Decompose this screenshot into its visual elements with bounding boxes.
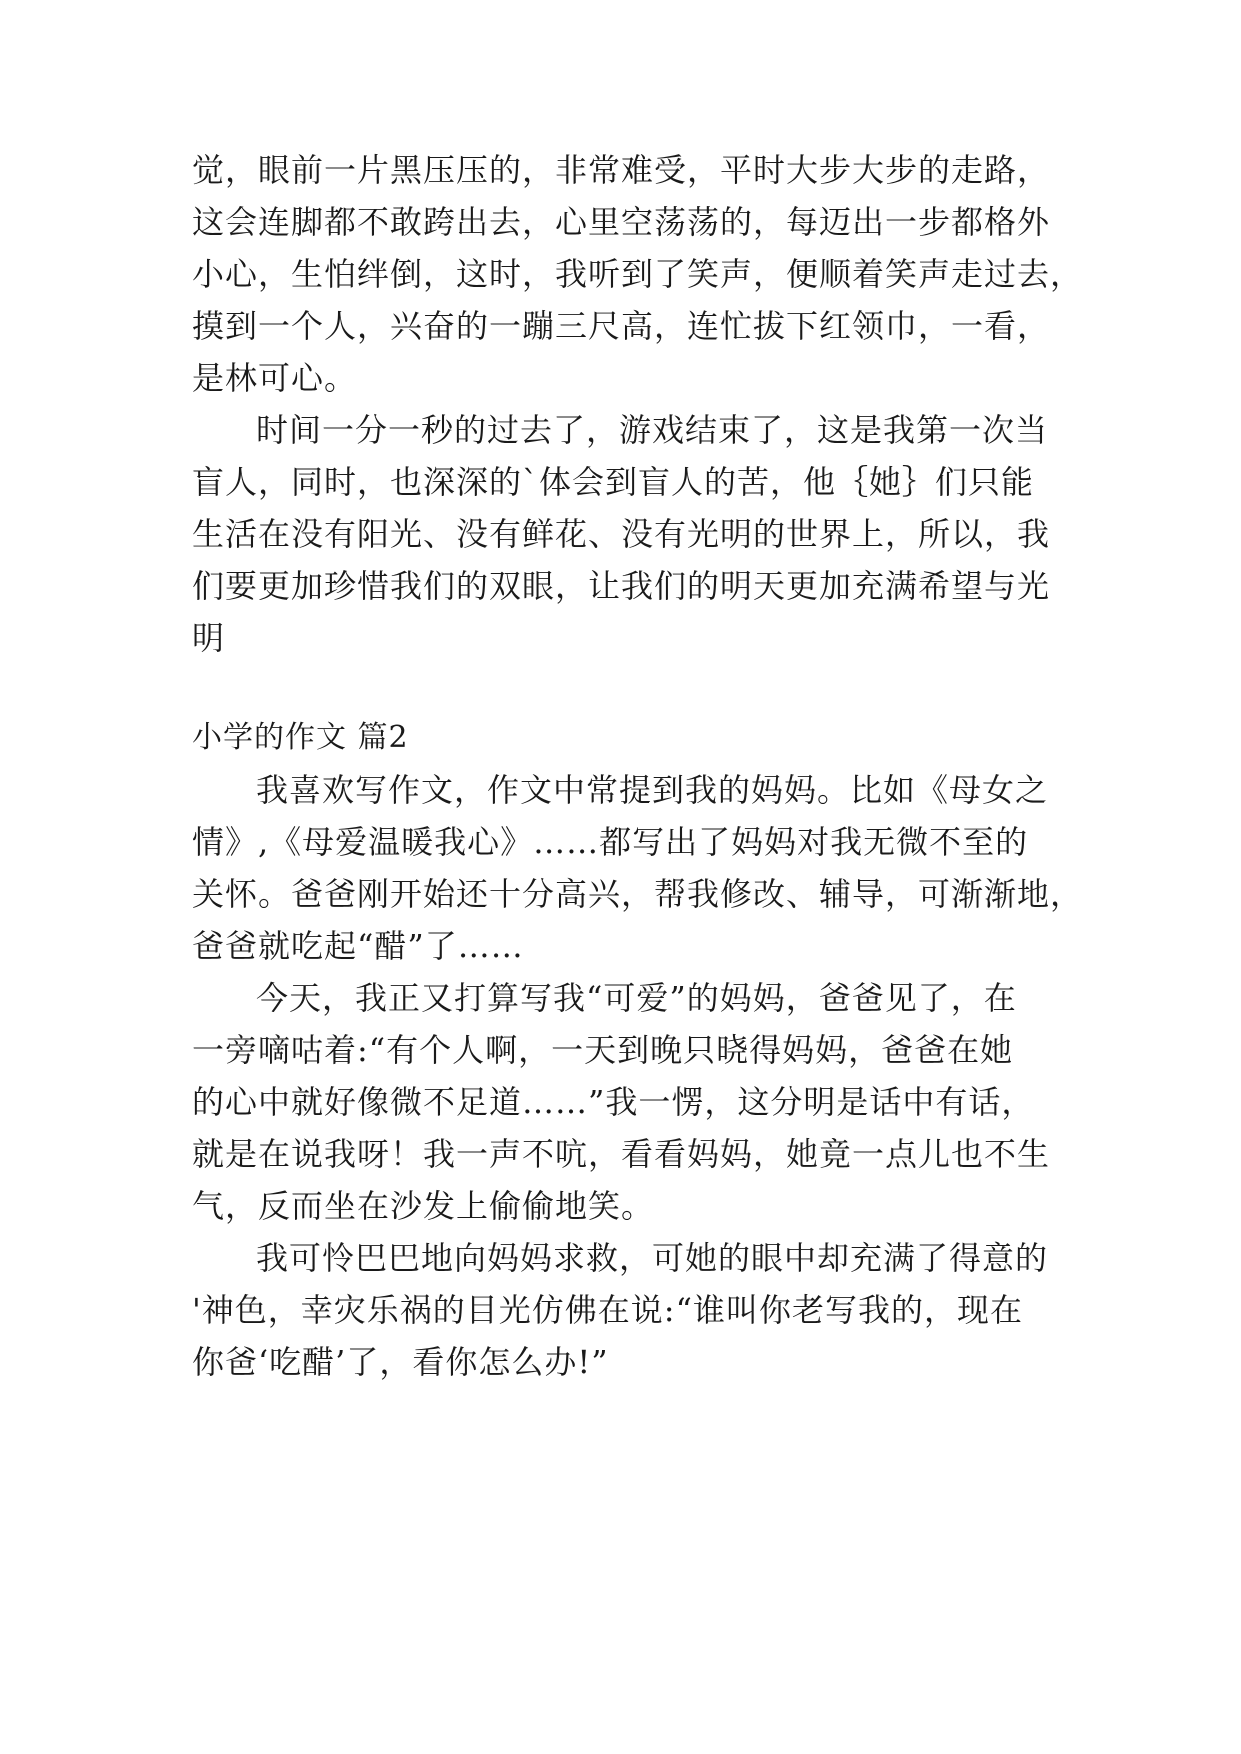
text-line: 情》,《母爱温暖我心》……都写出了妈妈对我无微不至的 xyxy=(192,823,1029,861)
text-line: 关怀。爸爸刚开始还十分高兴，帮我修改、辅导，可渐渐地， xyxy=(192,875,1084,913)
text-line: 你爸‘吃醋’了，看你怎么办!” xyxy=(192,1343,609,1381)
text-line: 觉，眼前一片黑压压的，非常难受，平时大步大步的走路， xyxy=(192,151,1051,189)
text-line: 们要更加珍惜我们的双眼，让我们的明天更加充满希望与光 xyxy=(192,567,1051,605)
paragraph-start-line: 今天，我正又打算写我“可爱”的妈妈，爸爸见了，在 xyxy=(256,979,1017,1017)
text-line: 是林可心。 xyxy=(192,359,358,397)
text-line: '神色，幸灾乐祸的目光仿佛在说:“谁叫你老写我的，现在 xyxy=(192,1291,1023,1329)
text-line: 就是在说我呀！我一声不吭，看看妈妈，她竟一点儿也不生 xyxy=(192,1135,1051,1173)
paragraph-start-line: 我可怜巴巴地向妈妈求救，可她的眼中却充满了得意的 xyxy=(256,1239,1049,1277)
text-line: 爸爸就吃起“醋”了…… xyxy=(192,927,524,965)
paragraph-start-line: 我喜欢写作文，作文中常提到我的妈妈。比如《母女之 xyxy=(256,771,1049,809)
text-line: 一旁嘀咕着:“有个人啊，一天到晚只晓得妈妈，爸爸在她 xyxy=(192,1031,1014,1069)
section-heading: 小学的作文 篇2 xyxy=(192,720,409,755)
text-line: 小心，生怕绊倒，这时，我听到了笑声，便顺着笑声走过去， xyxy=(192,255,1084,293)
text-line: 的心中就好像微不足道……”我一愣，这分明是话中有话， xyxy=(192,1083,1035,1121)
paragraph-start-line: 时间一分一秒的过去了，游戏结束了，这是我第一次当 xyxy=(256,411,1049,449)
text-line: 生活在没有阳光、没有鲜花、没有光明的世界上，所以，我 xyxy=(192,515,1051,553)
text-line: 这会连脚都不敢跨出去，心里空荡荡的，每迈出一步都格外 xyxy=(192,203,1051,241)
text-line: 明 xyxy=(192,619,226,657)
text-line: 摸到一个人，兴奋的一蹦三尺高，连忙拔下红领巾，一看， xyxy=(192,307,1051,345)
text-line: 盲人，同时，也深深的`体会到盲人的苦，他｛她｝们只能 xyxy=(192,463,1035,501)
text-line: 气，反而坐在沙发上偷偷地笑。 xyxy=(192,1187,655,1225)
